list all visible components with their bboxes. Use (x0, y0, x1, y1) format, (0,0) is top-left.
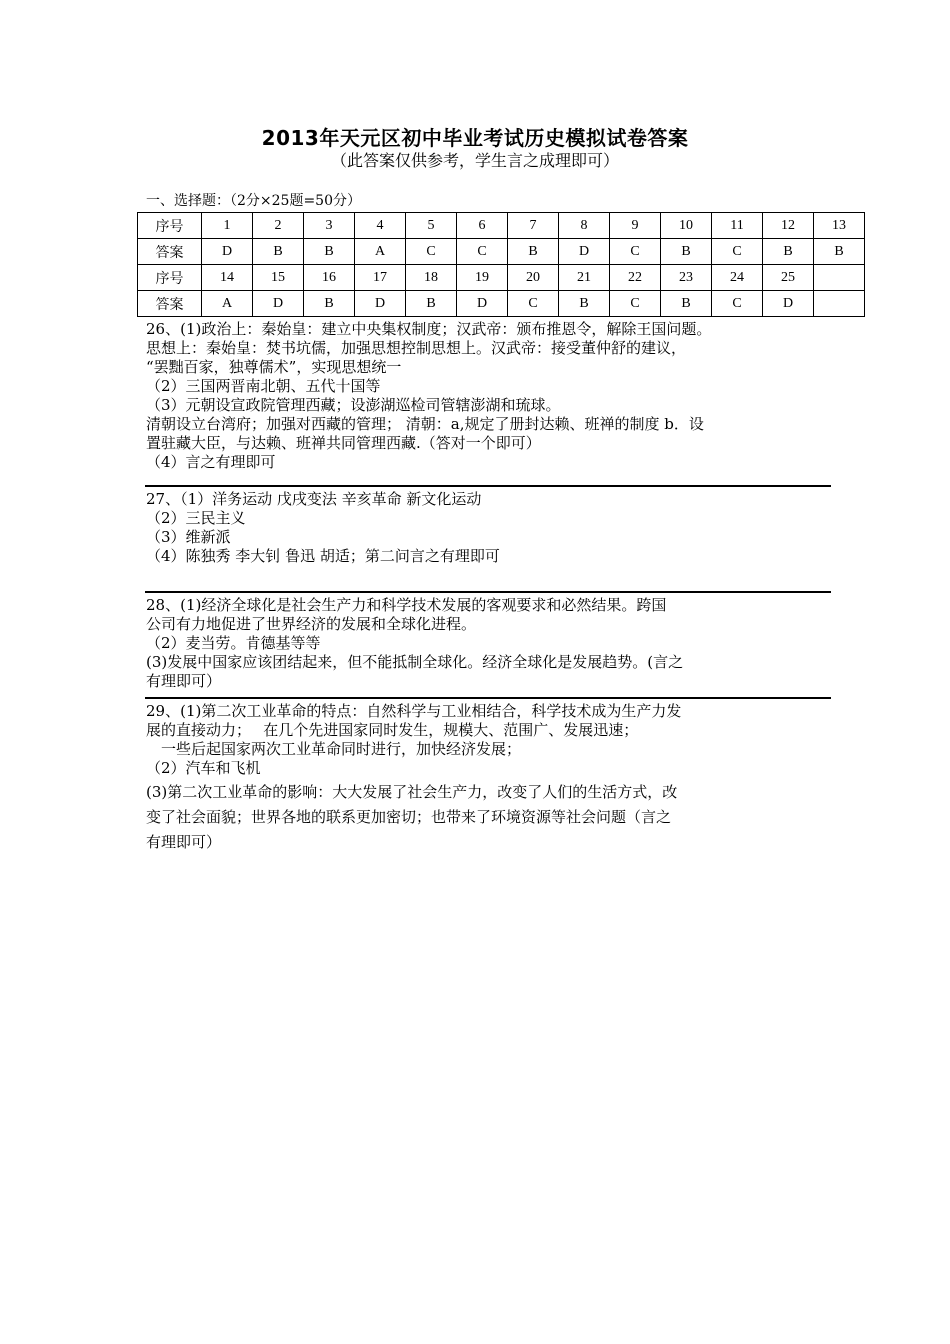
table-cell: 14 (202, 265, 253, 291)
answer-table (137, 212, 865, 317)
row-label: 序号 (138, 265, 202, 291)
table-cell: 4 (355, 213, 406, 239)
answer-line: （2）三国两晋南北朝、五代十国等 (146, 377, 381, 395)
table-cell: C (610, 239, 661, 265)
table-cell: 17 (355, 265, 406, 291)
table-cell: 5 (406, 213, 457, 239)
section-divider (145, 697, 831, 699)
table-cell: B (661, 239, 712, 265)
table-row (138, 239, 865, 265)
table-cell: B (814, 239, 865, 265)
section-heading-multiple-choice: 一、选择题：（2分×25题=50分） (146, 193, 361, 209)
table-cell: D (202, 239, 253, 265)
answer-line: 展的直接动力； 在几个先进国家同时发生，规模大、范围广、发展迅速； (146, 721, 639, 739)
table-cell: A (355, 239, 406, 265)
table-cell: 10 (661, 213, 712, 239)
answer-line: 29、(1)第二次工业革命的特点：自然科学与工业相结合，科学技术成为生产力发 (146, 702, 682, 720)
table-cell: 19 (457, 265, 508, 291)
table-cell: C (712, 291, 763, 317)
answer-line: （3）维新派 (146, 528, 231, 546)
table-cell: 24 (712, 265, 763, 291)
answer-line: “罢黜百家，独尊儒术”，实现思想统一 (146, 358, 402, 376)
table-cell: D (457, 291, 508, 317)
section-divider (145, 591, 831, 593)
table-cell: 3 (304, 213, 355, 239)
page-subtitle: （此答案仅供参考，学生言之成理即可） (330, 151, 619, 170)
answer-line: 26、(1)政治上：秦始皇：建立中央集权制度；汉武帝：颁布推恩令，解除王国问题。 (146, 320, 712, 338)
answer-line: （2）麦当劳。肯德基等等 (146, 634, 321, 652)
answer-line: 有理即可） (146, 833, 222, 851)
table-cell: B (661, 291, 712, 317)
table-cell: 8 (559, 213, 610, 239)
table-cell: D (253, 291, 304, 317)
table-cell: B (763, 239, 814, 265)
answer-26 (146, 320, 836, 472)
table-cell: 2 (253, 213, 304, 239)
answer-line: 置驻藏大臣，与达赖、班禅共同管理西藏.（答对一个即可） (146, 434, 541, 452)
table-cell: 20 (508, 265, 559, 291)
table-cell: B (304, 239, 355, 265)
section-divider (145, 485, 831, 487)
table-row (138, 213, 865, 239)
answer-line: 有理即可） (146, 672, 222, 690)
table-cell (814, 265, 865, 291)
table-cell: 11 (712, 213, 763, 239)
answer-line: （3）元朝设宣政院管理西藏；设澎湖巡检司管辖澎湖和琉球。 (146, 396, 561, 414)
table-cell: 7 (508, 213, 559, 239)
table-cell: 9 (610, 213, 661, 239)
table-cell: C (457, 239, 508, 265)
answer-line: 变了社会面貌；世界各地的联系更加密切；也带来了环境资源等社会问题（言之 (146, 808, 672, 826)
table-cell: B (253, 239, 304, 265)
table-cell: A (202, 291, 253, 317)
answer-28 (146, 596, 836, 691)
table-cell: 22 (610, 265, 661, 291)
table-cell: B (508, 239, 559, 265)
table-cell: B (406, 291, 457, 317)
row-label: 序号 (138, 213, 202, 239)
table-cell: 13 (814, 213, 865, 239)
answer-line: （4）言之有理即可 (146, 453, 276, 471)
table-cell: D (355, 291, 406, 317)
answer-line: （2）汽车和飞机 (146, 759, 261, 777)
table-row (138, 265, 865, 291)
table-cell: 1 (202, 213, 253, 239)
table-cell: 18 (406, 265, 457, 291)
table-cell: 25 (763, 265, 814, 291)
answer-line: 一些后起国家两次工业革命同时进行，加快经济发展； (146, 740, 522, 758)
answer-line: 27、（1）洋务运动 戊戌变法 辛亥革命 新文化运动 (146, 490, 482, 508)
table-cell: 23 (661, 265, 712, 291)
row-label: 答案 (138, 291, 202, 317)
table-cell: C (712, 239, 763, 265)
table-cell (814, 291, 865, 317)
answer-29 (146, 702, 836, 855)
answer-line: (3)第二次工业革命的影响：大大发展了社会生产力，改变了人们的生活方式，改 (146, 783, 678, 801)
table-cell: B (304, 291, 355, 317)
table-cell: 15 (253, 265, 304, 291)
answer-line: 公司有力地促进了世界经济的发展和全球化进程。 (146, 615, 477, 633)
table-cell: D (559, 239, 610, 265)
answer-line: 思想上：秦始皇：焚书坑儒，加强思想控制思想上。汉武帝：接受董仲舒的建议， (146, 339, 687, 357)
row-label: 答案 (138, 239, 202, 265)
table-cell: 6 (457, 213, 508, 239)
answer-line: （2）三民主义 (146, 509, 246, 527)
answer-27 (146, 490, 836, 566)
answer-line: （4）陈独秀 李大钊 鲁迅 胡适；第二问言之有理即可 (146, 547, 500, 565)
table-cell: B (559, 291, 610, 317)
table-row (138, 291, 865, 317)
answer-line: (3)发展中国家应该团结起来，但不能抵制全球化。经济全球化是发展趋势。(言之 (146, 653, 684, 671)
table-cell: 12 (763, 213, 814, 239)
table-cell: C (508, 291, 559, 317)
page-title: 2013年天元区初中毕业考试历史模拟试卷答案 (261, 126, 689, 150)
table-cell: D (763, 291, 814, 317)
answer-line: 28、(1)经济全球化是社会生产力和科学技术发展的客观要求和必然结果。跨国 (146, 596, 667, 614)
table-cell: C (406, 239, 457, 265)
table-cell: 21 (559, 265, 610, 291)
table-cell: C (610, 291, 661, 317)
table-cell: 16 (304, 265, 355, 291)
answer-line: 清朝设立台湾府；加强对西藏的管理； 清朝：a,规定了册封达赖、班禅的制度 b．设 (146, 415, 704, 433)
